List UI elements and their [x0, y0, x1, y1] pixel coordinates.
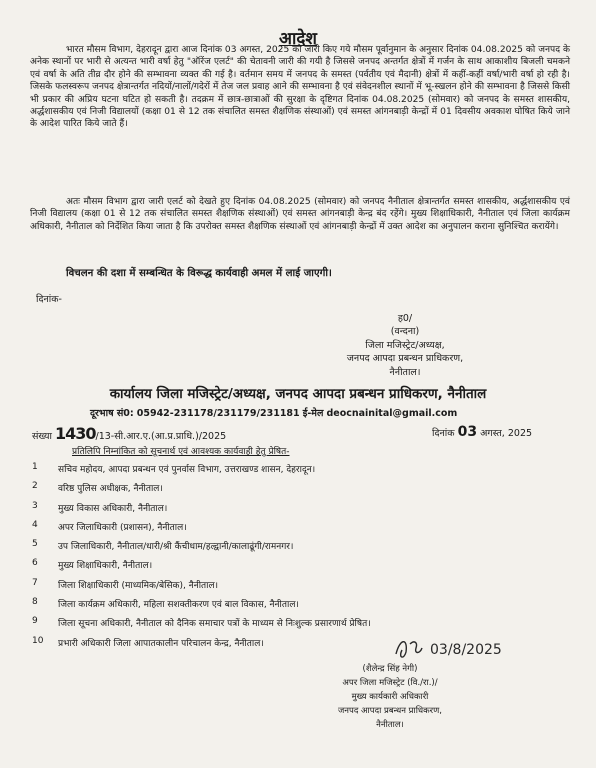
copy-recipient: जिला शिक्षाधिकारी (माध्यमिक/बेसिक), नैनीताल।	[58, 580, 218, 591]
reference-suffix: /13-सी.आर.ए.(आ.प्र.प्राधि.)/2025	[95, 431, 227, 442]
copy-recipient: अपर जिलाधिकारी (प्रशासन), नैनीताल।	[58, 522, 187, 533]
copy-recipient: वरिष्ठ पुलिस अधीक्षक, नैनीताल।	[58, 484, 163, 495]
email-label: ई-मेल	[302, 408, 324, 419]
office-signature-place: नैनीताल।	[376, 720, 404, 730]
order-signature-place: नैनीताल।	[389, 366, 421, 378]
copy-number: 5	[32, 539, 38, 550]
copy-number: 7	[32, 577, 38, 588]
order-paragraph-1: भारत मौसम विभाग, देहरादून द्वारा आज दिनांक 03 अगस्त, 2025 को जारी किए गये मौसम पूर्वानुमान के अनुसार दिनांक 04.08.2025 को जनपद के अनेक स्थानों पर भारी से अत्यन्त भारी वर्षा हेतु "ऑरेंज एलर्ट" की चेतावनी जारी की गयी है जिससे जनपद अन्तर्गत क्षेत्रों में गर्जन के साथ आकाशीय बिजली चमकने एवं वर्षा के अति तीव्र दौर होने की सम्भावना व्यक्त की गई है। वर्तमान समय में जनपद के समस्त (पर्वतीय एवं मैदानी) क्षेत्रों में कहीं-कहीं वर्षा/भारी वर्षा हो रही है। जिसके फलस्वरूप जनपद क्षेत्रान्तर्गत नदियों/नालों/गदेरों में तेज जल प्रवाह आने की सम्भावना है एवं संवेदनशील स्थानों में भू-स्खलन होने की सम्भावना है जिससे किसी भी प्रकार की अप्रिय घटना घटित हो सकती है। तदक्रम में छात्र-छात्राओं की सुरक्षा के दृष्टिगत दिनांक 04.08.2025 (सोमवार) को जनपद के समस्त शासकीय, अर्द्धशासकीय एवं निजी विद्यालयों (कक्षा 01 से 12 तक संचालित समस्त शैक्षणिक संस्थाओं) एवं समस्त आंगनबाड़ी केन्द्रों में 01 दिवसीय अवकाश घोषित किये जाने के आदेश पारित किये जाते हैं।	[30, 45, 570, 130]
reference-handwritten: 1430	[54, 424, 96, 443]
copy-number: 1	[32, 462, 38, 472]
copy-recipient: उप जिलाधिकारी, नैनीताल/धारी/श्री कैंचीधाम/हल्द्वानी/कालाढूंगी/रामनगर।	[58, 542, 294, 553]
office-signature-designation: अपर जिला मजिस्ट्रेट (वि./रा.)/	[342, 678, 438, 688]
copy-number: 8	[32, 597, 38, 608]
reference-date	[432, 424, 532, 440]
copy-list-item	[30, 597, 570, 616]
copy-intro: प्रतिलिपि निम्नांकित को सूचनार्थ एवं आवश्यक कार्यवाही हेतु प्रेषित-	[72, 447, 290, 457]
copy-list-item	[30, 578, 570, 597]
copy-recipient: प्रभारी अधिकारी जिला आपातकालीन परिचालन केन्द्र, नैनीताल।	[58, 638, 264, 649]
email-address: deocnainital@gmail.com	[326, 408, 458, 419]
copy-number: 9	[32, 616, 38, 627]
copy-recipient: मुख्य शिक्षाधिकारी, नैनीताल।	[58, 561, 153, 572]
order-signature-designation: जिला मजिस्ट्रेट/अध्यक्ष,	[365, 339, 445, 351]
reference-date-prefix: दिनांक	[432, 428, 455, 439]
copy-number: 10	[32, 635, 44, 646]
phone-numbers: 05942-231178/231179/231181	[136, 408, 300, 419]
copy-list	[30, 462, 570, 655]
reference-date-rest: अगस्त, 2025	[480, 428, 533, 439]
order-signature-line: ह0/	[397, 313, 413, 324]
reference-date-handwritten: 03	[457, 424, 478, 440]
office-signature-block	[290, 662, 490, 732]
office-signature-role: मुख्य कार्यकारी अधिकारी	[351, 692, 429, 702]
office-contact	[90, 406, 457, 419]
copy-list-item	[30, 558, 570, 577]
copy-number: 3	[32, 500, 38, 511]
copy-recipient: सचिव महोदय, आपदा प्रबन्धन एवं पुनर्वास विभाग, उत्तराखण्ड शासन, देहरादून।	[58, 465, 316, 475]
office-signature-name: (शैलेन्द्र सिंह नेगी)	[362, 664, 418, 674]
order-title: आदेश	[279, 29, 317, 49]
phone-label: दूरभाष सं0:	[90, 408, 134, 419]
copy-recipient: जिला कार्यक्रम अधिकारी, महिला सशक्तीकरण एवं बाल विकास, नैनीताल।	[58, 600, 299, 611]
office-signature-authority: जनपद आपदा प्रबन्धन प्राधिकरण,	[337, 706, 442, 716]
copy-number: 2	[32, 481, 38, 492]
order-signature-authority: जनपद आपदा प्रबन्धन प्राधिकरण,	[346, 353, 464, 365]
order-signature-block	[330, 312, 480, 379]
order-paragraph-3: विचलन की दशा में सम्बन्धित के विरूद्ध कार्यवाही अमल में लाई जाएगी।	[66, 268, 332, 279]
reference-number	[32, 424, 226, 443]
order-paragraph-2: अतः मौसम विभाग द्वारा जारी एलर्ट को देखते हुए दिनांक 04.08.2025 (सोमवार) को जनपद नैनीताल क्षेत्रान्तर्गत समस्त शासकीय, अर्द्धशासकीय एवं निजी विद्यालय (कक्षा 01 से 12 तक संचालित समस्त शैक्षणिक संस्थाओं) एवं समस्त आंगनबाड़ी केन्द्र बंद रहेंगे। मुख्य शिक्षाधिकारी, नैनीताल एवं जिला कार्यक्रम अधिकारी, नैनीताल को निर्देशित किया जाता है कि उपरोक्त समस्त शैक्षणिक संस्थाओं एवं आंगनबाड़ी केन्द्रों में उक्त आदेश का अनुपालन कराना सुनिश्चित करायेंगे।	[30, 197, 570, 232]
copy-list-item	[30, 481, 570, 500]
copy-list-item	[30, 501, 570, 520]
order-date-label: दिनांक-	[36, 294, 62, 305]
order-signature-name: (वन्दना)	[390, 326, 420, 338]
copy-number: 4	[32, 519, 38, 530]
copy-recipient: मुख्य विकास अधिकारी, नैनीताल।	[58, 503, 168, 514]
copy-recipient: जिला सूचना अधिकारी, नैनीताल को दैनिक समाचार पत्रों के माध्यम से निःशुल्क प्रसारणार्थ प्रेषित।	[58, 619, 371, 630]
reference-prefix: संख्या	[32, 431, 52, 442]
copy-list-item	[30, 520, 570, 539]
copy-list-item	[30, 539, 570, 558]
copy-number: 6	[32, 558, 38, 569]
handwritten-date: 03/8/2025	[430, 642, 502, 658]
copy-list-item	[30, 462, 570, 481]
office-title: कार्यालय जिला मजिस्ट्रेट/अध्यक्ष, जनपद आपदा प्रबन्धन प्राधिकरण, नैनीताल	[109, 386, 487, 402]
